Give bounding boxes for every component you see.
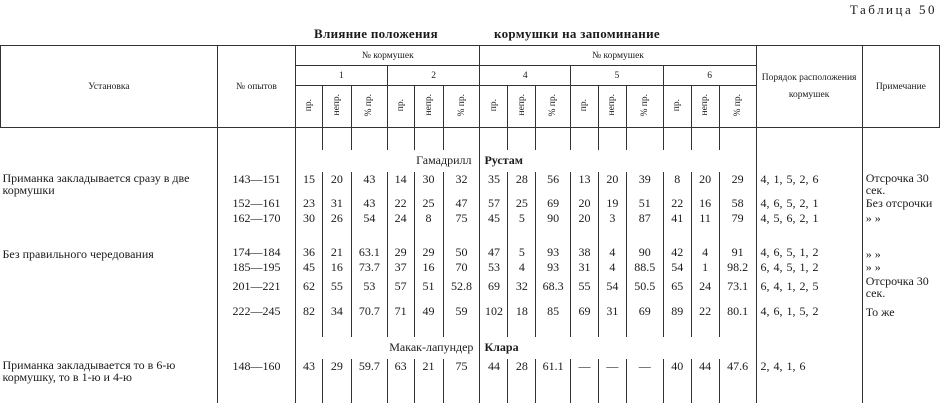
- value-cell: 44: [691, 359, 719, 403]
- table-row: [1, 211, 940, 226]
- value-cell: 37: [387, 260, 414, 275]
- value-cell: 53: [351, 275, 387, 299]
- value-cell: 22: [663, 196, 691, 211]
- value-cell: 16: [414, 260, 443, 275]
- value-cell: 8: [414, 211, 443, 226]
- value-cell: 21: [414, 359, 443, 403]
- value-cell: 54: [663, 260, 691, 275]
- value-cell: 35: [480, 172, 508, 196]
- value-cell: 29: [322, 359, 351, 403]
- table-row: [1, 299, 940, 325]
- row-note: » »: [862, 211, 939, 226]
- experiment-range: 148—160: [217, 359, 295, 403]
- experiment-range: 152—161: [217, 196, 295, 211]
- header-feeders-right: № кормушек: [480, 46, 756, 66]
- value-cell: 20: [598, 172, 626, 196]
- feeder-order: 4, 6, 1, 5, 2: [756, 299, 862, 325]
- value-cell: 8: [663, 172, 691, 196]
- row-label: [1, 196, 218, 211]
- value-cell: 4: [508, 260, 536, 275]
- value-cell: 40: [663, 359, 691, 403]
- feeder-order: 4, 1, 5, 2, 6: [756, 172, 862, 196]
- value-cell: 80.1: [719, 299, 756, 325]
- value-cell: 75: [443, 211, 480, 226]
- value-cell: 45: [480, 211, 508, 226]
- subheader-label: пр.: [672, 98, 683, 112]
- value-cell: 4: [691, 226, 719, 260]
- row-note: [862, 359, 939, 403]
- experiment-range: 222—245: [217, 299, 295, 325]
- table-body: [1, 128, 940, 403]
- subheader-label: непр.: [516, 94, 527, 116]
- value-cell: 69: [626, 299, 663, 325]
- value-cell: 90: [626, 226, 663, 260]
- subheader-label: пр.: [303, 98, 314, 112]
- feeder-order: 2, 4, 1, 6: [756, 359, 862, 403]
- subheader-label: непр.: [423, 94, 434, 116]
- value-cell: 22: [387, 196, 414, 211]
- value-cell: 63: [387, 359, 414, 403]
- value-cell: 54: [598, 275, 626, 299]
- value-cell: 91: [719, 226, 756, 260]
- value-cell: 70: [443, 260, 480, 275]
- subheader-label: % пр.: [732, 93, 743, 117]
- value-cell: 15: [296, 172, 323, 196]
- animal-name: Клара: [480, 337, 756, 359]
- table-row: [1, 196, 940, 211]
- table-row: [1, 275, 940, 299]
- value-cell: 93: [536, 260, 571, 275]
- subheader-label: % пр.: [548, 93, 559, 117]
- value-cell: 90: [536, 211, 571, 226]
- species-name: Макак-лапундер: [389, 340, 474, 354]
- experiment-range: 143—151: [217, 172, 295, 196]
- value-cell: 1: [691, 260, 719, 275]
- value-cell: 79: [719, 211, 756, 226]
- table-row: [1, 260, 940, 275]
- value-cell: 19: [598, 196, 626, 211]
- header-feeders-left: № кормушек: [296, 46, 480, 66]
- data-table: [0, 45, 940, 403]
- value-cell: 65: [663, 275, 691, 299]
- value-cell: 3: [598, 211, 626, 226]
- feeder-order: 4, 6, 5, 1, 2: [756, 226, 862, 260]
- table-row: [1, 226, 940, 260]
- subheader-label: непр.: [607, 94, 618, 116]
- feeder-order: 6, 4, 5, 1, 2: [756, 260, 862, 275]
- value-cell: 38: [570, 226, 598, 260]
- species-name: Гамадрилл: [416, 153, 472, 167]
- value-cell: 75: [443, 359, 480, 403]
- header-experiments: № опытов: [217, 46, 295, 128]
- value-cell: 73.1: [719, 275, 756, 299]
- value-cell: —: [598, 359, 626, 403]
- value-cell: 43: [351, 172, 387, 196]
- value-cell: 42: [663, 226, 691, 260]
- header-note: Примечание: [862, 46, 939, 128]
- row-label: [1, 299, 218, 325]
- subheader-label: непр.: [331, 94, 342, 116]
- value-cell: 20: [570, 196, 598, 211]
- spacer-row: [1, 128, 940, 150]
- header-setup: Установка: [1, 46, 218, 128]
- value-cell: 16: [322, 260, 351, 275]
- value-cell: 21: [322, 226, 351, 260]
- subheader-cell: [351, 86, 387, 128]
- value-cell: 62: [296, 275, 323, 299]
- value-cell: 52.8: [443, 275, 480, 299]
- value-cell: 24: [691, 275, 719, 299]
- value-cell: 30: [296, 211, 323, 226]
- value-cell: 13: [570, 172, 598, 196]
- value-cell: —: [570, 359, 598, 403]
- row-label: Приманка закладывается сразу в две кормушки: [2, 170, 190, 197]
- value-cell: 29: [387, 226, 414, 260]
- value-cell: 4: [598, 260, 626, 275]
- subheader-cell: [719, 86, 756, 128]
- header-feeder-5: 5: [570, 66, 663, 86]
- value-cell: 49: [414, 299, 443, 325]
- value-cell: 68.3: [536, 275, 571, 299]
- row-note: То же: [862, 299, 939, 325]
- table-row: [1, 359, 940, 403]
- group-title-row: [1, 150, 940, 172]
- header-order: Порядок расположения кормушек: [756, 46, 862, 128]
- experiment-range: 174—184: [217, 226, 295, 260]
- header-feeder-1: 1: [296, 66, 388, 86]
- value-cell: 50: [443, 226, 480, 260]
- subheader-cell: [626, 86, 663, 128]
- row-label: [1, 275, 218, 299]
- value-cell: 20: [570, 211, 598, 226]
- value-cell: 28: [508, 172, 536, 196]
- value-cell: 69: [480, 275, 508, 299]
- value-cell: 43: [296, 359, 323, 403]
- value-cell: 22: [691, 299, 719, 325]
- value-cell: 56: [536, 172, 571, 196]
- subheader-cell: [296, 86, 323, 128]
- value-cell: 5: [508, 211, 536, 226]
- table-row: [1, 172, 940, 196]
- value-cell: 57: [480, 196, 508, 211]
- value-cell: 34: [322, 299, 351, 325]
- spacer-row: [1, 325, 940, 337]
- value-cell: 59.7: [351, 359, 387, 403]
- table-title-left: Влияние положения: [314, 26, 438, 41]
- value-cell: 16: [691, 196, 719, 211]
- value-cell: 70.7: [351, 299, 387, 325]
- feeder-order: 6, 4, 1, 2, 5: [756, 275, 862, 299]
- subheader-label: % пр.: [456, 93, 467, 117]
- value-cell: 58: [719, 196, 756, 211]
- subheader-cell: [322, 86, 351, 128]
- subheader-label: непр.: [700, 94, 711, 116]
- group-title-row: [1, 337, 940, 359]
- subheader-cell: [570, 86, 598, 128]
- value-cell: 63.1: [351, 226, 387, 260]
- animal-name: Рустам: [480, 150, 756, 172]
- value-cell: 36: [296, 226, 323, 260]
- value-cell: 18: [508, 299, 536, 325]
- value-cell: 25: [414, 196, 443, 211]
- row-note: Отсрочка 30 сек.: [862, 275, 939, 299]
- value-cell: 4: [598, 226, 626, 260]
- value-cell: 87: [626, 211, 663, 226]
- row-note: Отсрочка 30 сек.: [862, 172, 939, 196]
- value-cell: 29: [414, 226, 443, 260]
- subheader-cell: [387, 86, 414, 128]
- value-cell: 32: [508, 275, 536, 299]
- subheader-label: % пр.: [639, 93, 650, 117]
- value-cell: 23: [296, 196, 323, 211]
- value-cell: 50.5: [626, 275, 663, 299]
- header-feeder-4: 4: [480, 66, 571, 86]
- table-number: Таблица 50: [849, 2, 937, 17]
- subheader-label: пр.: [488, 98, 499, 112]
- value-cell: 43: [351, 196, 387, 211]
- experiment-range: 201—221: [217, 275, 295, 299]
- subheader-cell: [691, 86, 719, 128]
- value-cell: 20: [691, 172, 719, 196]
- header-feeder-2: 2: [387, 66, 480, 86]
- value-cell: 98.2: [719, 260, 756, 275]
- value-cell: 54: [351, 211, 387, 226]
- value-cell: 55: [322, 275, 351, 299]
- row-label: [1, 211, 218, 226]
- value-cell: 93: [536, 226, 571, 260]
- value-cell: 85: [536, 299, 571, 325]
- value-cell: 53: [480, 260, 508, 275]
- value-cell: 31: [322, 196, 351, 211]
- subheader-cell: [536, 86, 571, 128]
- value-cell: 41: [663, 211, 691, 226]
- subheader-label: пр.: [579, 98, 590, 112]
- value-cell: 31: [570, 260, 598, 275]
- value-cell: —: [626, 359, 663, 403]
- subheader-cell: [414, 86, 443, 128]
- value-cell: 25: [508, 196, 536, 211]
- row-note: » »: [862, 226, 939, 260]
- value-cell: 71: [387, 299, 414, 325]
- value-cell: 51: [414, 275, 443, 299]
- subheader-cell: [598, 86, 626, 128]
- value-cell: 89: [663, 299, 691, 325]
- value-cell: 30: [414, 172, 443, 196]
- value-cell: 51: [626, 196, 663, 211]
- feeder-order: 4, 5, 6, 2, 1: [756, 211, 862, 226]
- value-cell: 88.5: [626, 260, 663, 275]
- value-cell: 102: [480, 299, 508, 325]
- feeder-order: 4, 6, 5, 2, 1: [756, 196, 862, 211]
- value-cell: 73.7: [351, 260, 387, 275]
- value-cell: 47: [480, 226, 508, 260]
- value-cell: 47.6: [719, 359, 756, 403]
- value-cell: 26: [322, 211, 351, 226]
- subheader-cell: [480, 86, 508, 128]
- row-note: » »: [862, 260, 939, 275]
- table-title-right: кормушки на запоминание: [494, 26, 660, 41]
- value-cell: 44: [480, 359, 508, 403]
- value-cell: 28: [508, 359, 536, 403]
- value-cell: 11: [691, 211, 719, 226]
- row-note: Без отсрочки: [862, 196, 939, 211]
- value-cell: 31: [598, 299, 626, 325]
- row-label: [1, 260, 218, 275]
- value-cell: 69: [570, 299, 598, 325]
- row-label: Без правильного чередования: [2, 246, 154, 261]
- value-cell: 57: [387, 275, 414, 299]
- value-cell: 55: [570, 275, 598, 299]
- value-cell: 69: [536, 196, 571, 211]
- row-label: Приманка закладывается то в 6-ю кормушку, то в 1-ю и 4-ю: [2, 357, 176, 384]
- value-cell: 20: [322, 172, 351, 196]
- subheader-cell: [663, 86, 691, 128]
- value-cell: 59: [443, 299, 480, 325]
- header-feeder-6: 6: [663, 66, 756, 86]
- value-cell: 82: [296, 299, 323, 325]
- value-cell: 61.1: [536, 359, 571, 403]
- value-cell: 29: [719, 172, 756, 196]
- subheader-cell: [443, 86, 480, 128]
- subheader-label: пр.: [395, 98, 406, 112]
- experiment-range: 185—195: [217, 260, 295, 275]
- value-cell: 5: [508, 226, 536, 260]
- value-cell: 45: [296, 260, 323, 275]
- experiment-range: 162—170: [217, 211, 295, 226]
- value-cell: 32: [443, 172, 480, 196]
- value-cell: 47: [443, 196, 480, 211]
- value-cell: 14: [387, 172, 414, 196]
- value-cell: 39: [626, 172, 663, 196]
- value-cell: 24: [387, 211, 414, 226]
- subheader-label: % пр.: [364, 93, 375, 117]
- subheader-cell: [508, 86, 536, 128]
